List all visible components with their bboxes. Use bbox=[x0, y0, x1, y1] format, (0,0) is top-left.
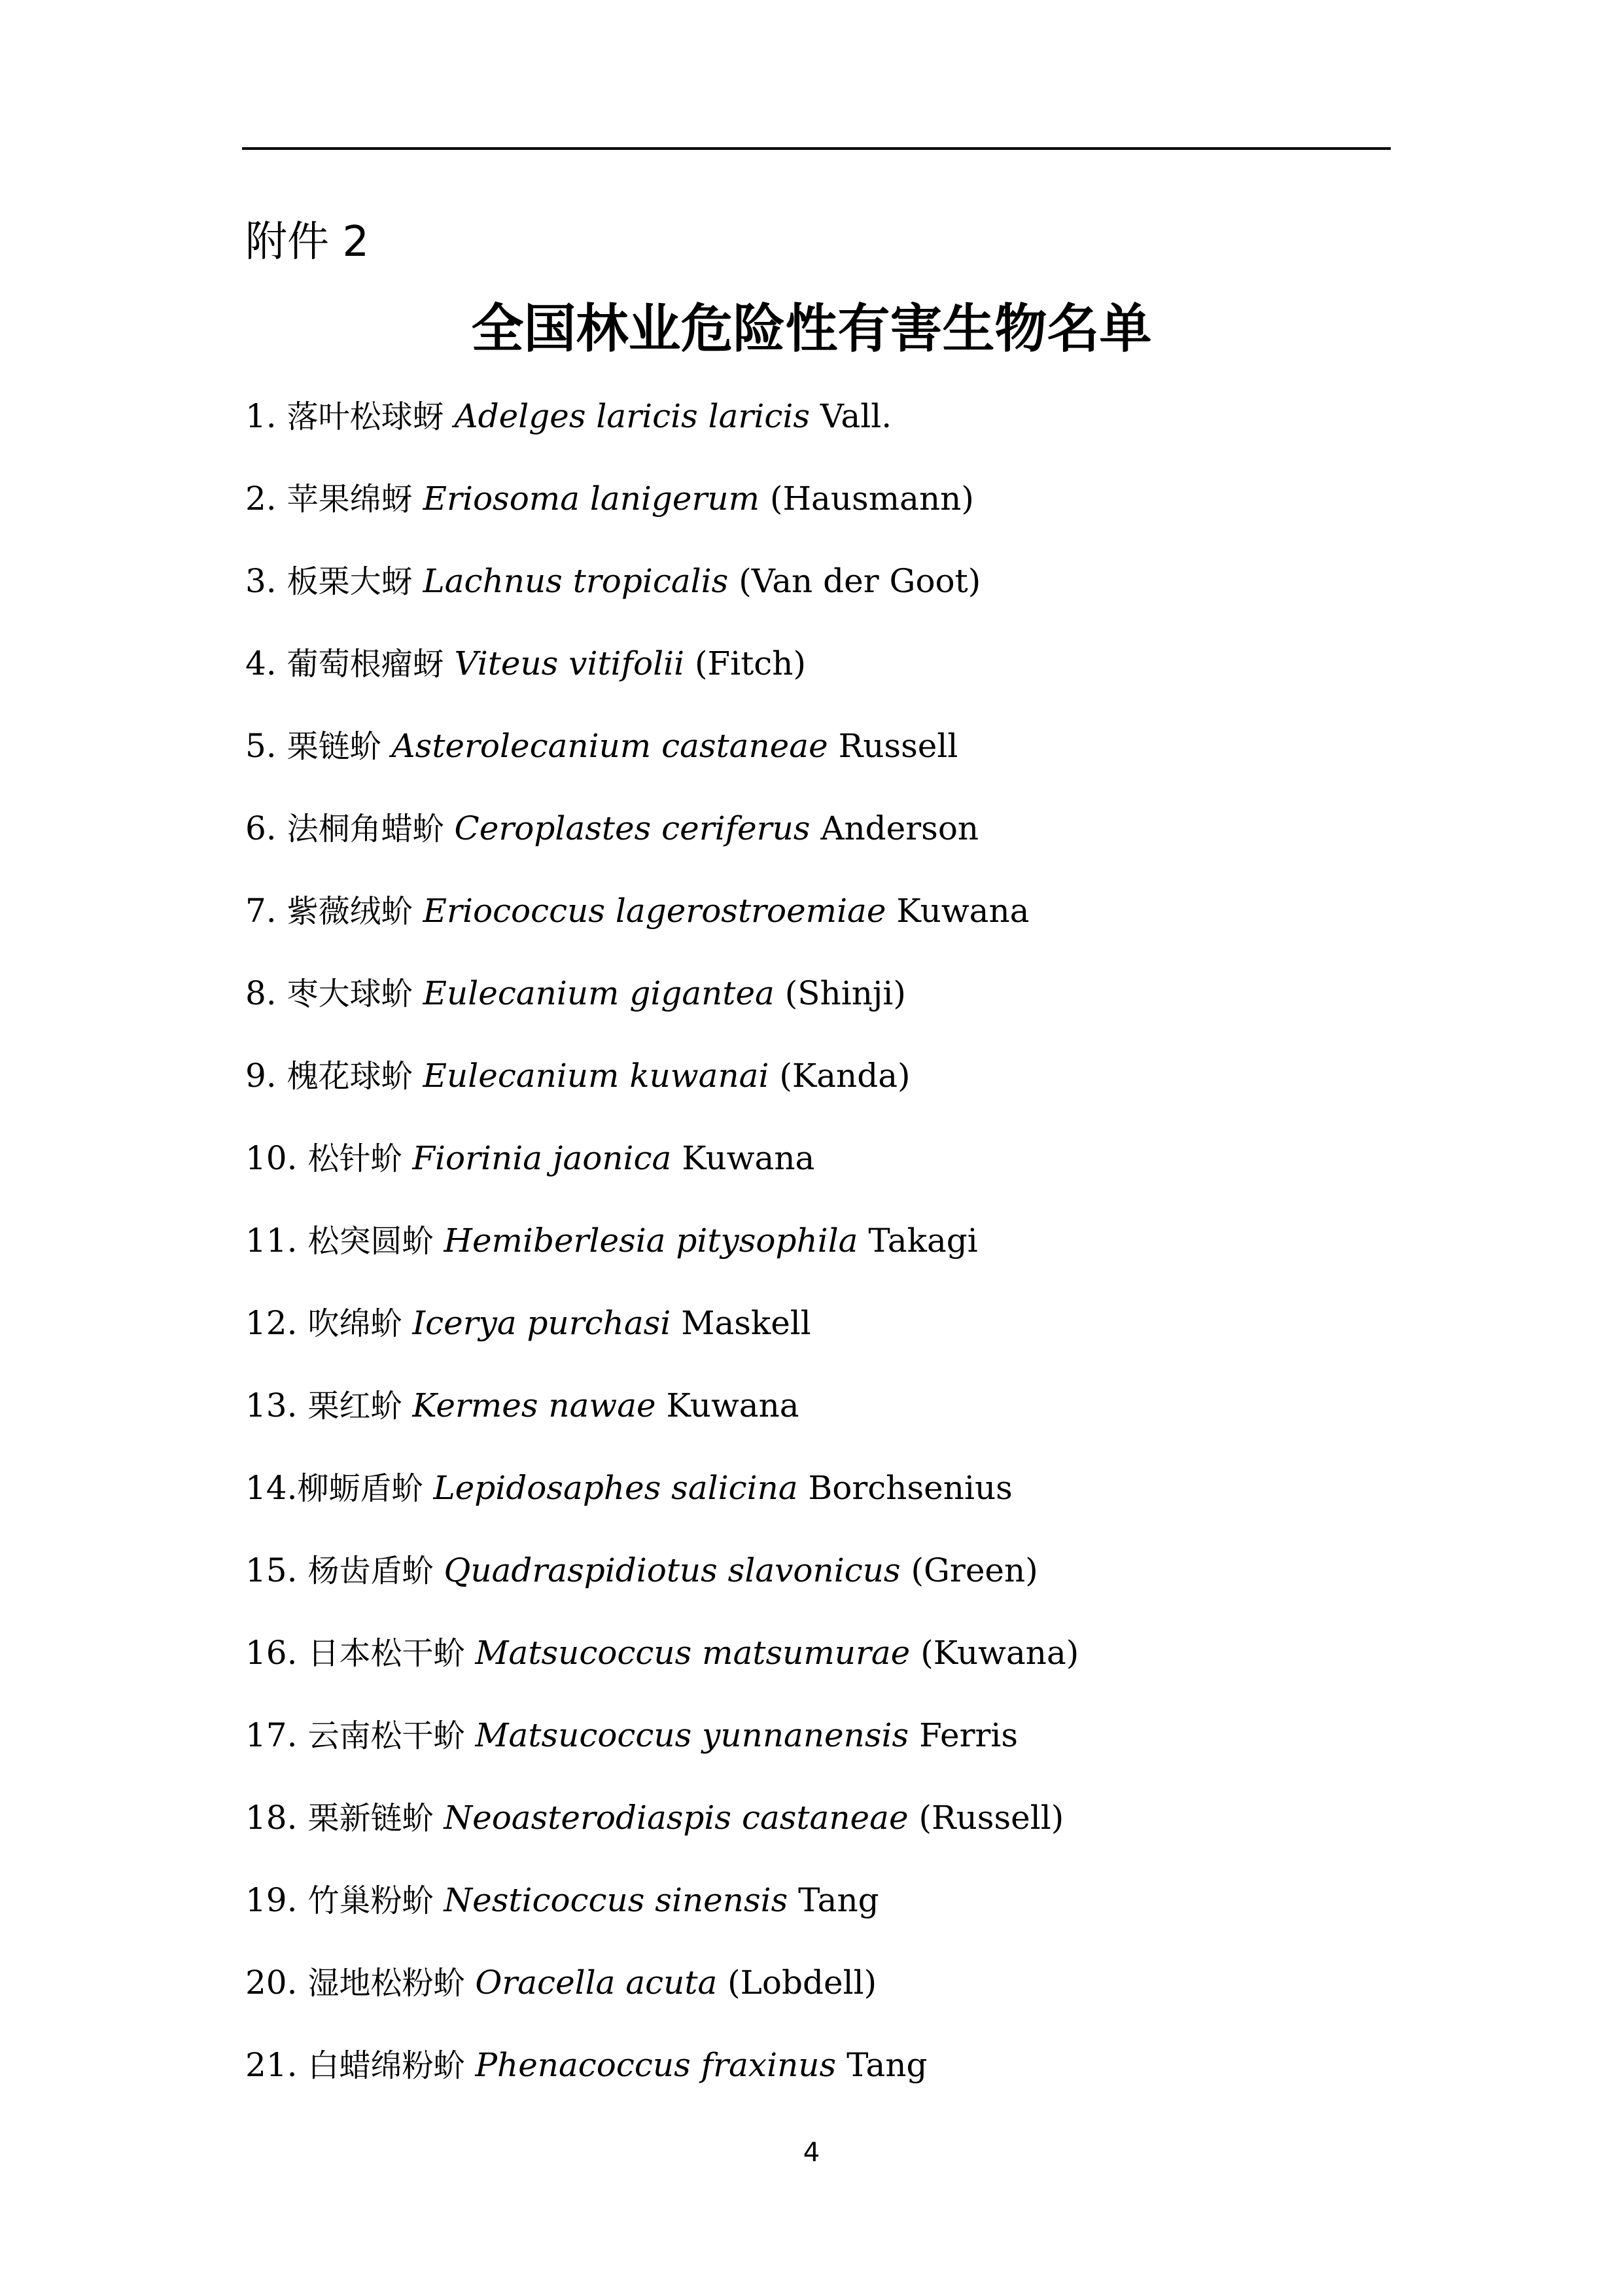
item-number: 4. bbox=[245, 645, 277, 682]
chinese-name: 葡萄根瘤蚜 bbox=[287, 646, 444, 682]
chinese-name: 柳蛎盾蚧 bbox=[297, 1470, 423, 1507]
list-item bbox=[245, 1544, 1423, 1627]
scientific-name: Quadraspidiotus slavonicus bbox=[444, 1551, 901, 1589]
scientific-name: Phenacoccus fraxinus bbox=[475, 2046, 837, 2084]
list-item bbox=[245, 967, 1423, 1050]
list-item bbox=[245, 2039, 1423, 2121]
scientific-name: Lachnus tropicalis bbox=[423, 562, 729, 600]
list-item bbox=[245, 1462, 1423, 1544]
scientific-name: Nesticoccus sinensis bbox=[444, 1881, 788, 1919]
item-number: 2. bbox=[245, 480, 277, 518]
item-number: 8. bbox=[245, 974, 277, 1012]
chinese-name: 紫薇绒蚧 bbox=[287, 893, 413, 930]
chinese-name: 湿地松粉蚧 bbox=[307, 1965, 465, 2002]
chinese-name: 落叶松球蚜 bbox=[287, 398, 444, 435]
chinese-name: 法桐角蜡蚧 bbox=[287, 811, 444, 847]
scientific-name: Adelges laricis laricis bbox=[454, 397, 810, 435]
chinese-name: 云南松干蚧 bbox=[307, 1718, 465, 1754]
author-citation: Tang bbox=[798, 1881, 879, 1919]
item-number: 1. bbox=[245, 397, 277, 435]
attachment-label: 附件 2 bbox=[245, 218, 370, 266]
list-item bbox=[245, 720, 1423, 802]
scientific-name: Oracella acuta bbox=[475, 1964, 718, 2002]
author-citation: (Shinji) bbox=[784, 974, 906, 1012]
scientific-name: Kermes nawae bbox=[412, 1386, 656, 1424]
scientific-name: Matsucoccus yunnanensis bbox=[475, 1716, 909, 1754]
scientific-name: Viteus vitifolii bbox=[454, 645, 685, 682]
list-item bbox=[245, 1297, 1423, 1379]
list-item bbox=[245, 802, 1423, 885]
chinese-name: 白蜡绵粉蚧 bbox=[307, 2047, 465, 2084]
chinese-name: 吹绵蚧 bbox=[307, 1305, 402, 1342]
item-number: 13. bbox=[245, 1386, 298, 1424]
list-item bbox=[245, 1956, 1423, 2039]
chinese-name: 栗新链蚧 bbox=[307, 1800, 434, 1837]
list-item bbox=[245, 472, 1423, 555]
scientific-name: Neoasterodiaspis castaneae bbox=[444, 1799, 909, 1837]
scientific-name: Hemiberlesia pitysophila bbox=[444, 1222, 858, 1260]
scientific-name: Lepidosaphes salicina bbox=[433, 1469, 798, 1507]
list-item bbox=[245, 1050, 1423, 1132]
author-citation: (Kuwana) bbox=[920, 1634, 1079, 1672]
item-number: 20. bbox=[245, 1964, 298, 2002]
scientific-name: Asterolecanium castaneae bbox=[391, 727, 828, 765]
item-number: 17. bbox=[245, 1716, 298, 1754]
item-number: 10. bbox=[245, 1139, 298, 1177]
author-citation: Anderson bbox=[820, 809, 979, 847]
scientific-name: Icerya purchasi bbox=[412, 1304, 671, 1342]
chinese-name: 槐花球蚧 bbox=[287, 1058, 413, 1095]
author-citation: (Russell) bbox=[918, 1799, 1064, 1837]
chinese-name: 板栗大蚜 bbox=[287, 563, 413, 600]
list-item bbox=[245, 1709, 1423, 1792]
chinese-name: 栗红蚧 bbox=[307, 1388, 402, 1424]
author-citation: Vall. bbox=[820, 397, 892, 435]
author-citation: (Hausmann) bbox=[769, 480, 974, 518]
pest-list bbox=[245, 390, 1423, 2121]
item-number: 15. bbox=[245, 1551, 298, 1589]
author-citation: (Green) bbox=[911, 1551, 1038, 1589]
item-number: 9. bbox=[245, 1057, 277, 1095]
list-item bbox=[245, 1874, 1423, 1956]
item-number: 11. bbox=[245, 1222, 298, 1260]
scientific-name: Eriosoma lanigerum bbox=[423, 480, 760, 518]
item-number: 6. bbox=[245, 809, 277, 847]
scientific-name: Matsucoccus matsumurae bbox=[475, 1634, 911, 1672]
author-citation: (Kanda) bbox=[779, 1057, 911, 1095]
header-rule bbox=[242, 147, 1391, 150]
list-item bbox=[245, 1214, 1423, 1297]
list-item bbox=[245, 1627, 1423, 1709]
author-citation: Kuwana bbox=[666, 1386, 799, 1424]
item-number: 14. bbox=[245, 1469, 298, 1507]
scientific-name: Eulecanium kuwanai bbox=[423, 1057, 769, 1095]
chinese-name: 苹果绵蚜 bbox=[287, 481, 413, 518]
scientific-name: Fiorinia jaonica bbox=[412, 1139, 672, 1177]
list-item bbox=[245, 637, 1423, 720]
list-item bbox=[245, 1379, 1423, 1462]
author-citation: Takagi bbox=[868, 1222, 978, 1260]
chinese-name: 竹巢粉蚧 bbox=[307, 1882, 434, 1919]
scientific-name: Ceroplastes ceriferus bbox=[454, 809, 811, 847]
chinese-name: 日本松干蚧 bbox=[307, 1635, 465, 1672]
author-citation: Borchsenius bbox=[808, 1469, 1013, 1507]
chinese-name: 松针蚧 bbox=[307, 1140, 402, 1177]
page-number: 4 bbox=[803, 2138, 820, 2168]
author-citation: (Lobdell) bbox=[727, 1964, 877, 2002]
author-citation: Kuwana bbox=[682, 1139, 815, 1177]
item-number: 21. bbox=[245, 2046, 298, 2084]
author-citation: Tang bbox=[846, 2046, 928, 2084]
chinese-name: 枣大球蚧 bbox=[287, 976, 413, 1012]
author-citation: Kuwana bbox=[896, 892, 1030, 930]
author-citation: Russell bbox=[838, 727, 958, 765]
page-title: 全国林业危险性有害生物名单 bbox=[471, 298, 1152, 359]
author-citation: Ferris bbox=[919, 1716, 1019, 1754]
item-number: 18. bbox=[245, 1799, 298, 1837]
list-item bbox=[245, 885, 1423, 967]
list-item bbox=[245, 1132, 1423, 1214]
item-number: 19. bbox=[245, 1881, 298, 1919]
author-citation: Maskell bbox=[681, 1304, 811, 1342]
item-number: 5. bbox=[245, 727, 277, 765]
chinese-name: 杨齿盾蚧 bbox=[307, 1553, 434, 1589]
item-number: 12. bbox=[245, 1304, 298, 1342]
chinese-name: 松突圆蚧 bbox=[307, 1223, 434, 1260]
author-citation: (Fitch) bbox=[695, 645, 807, 682]
list-item bbox=[245, 555, 1423, 637]
scientific-name: Eulecanium gigantea bbox=[423, 974, 775, 1012]
author-citation: (Van der Goot) bbox=[739, 562, 981, 600]
item-number: 3. bbox=[245, 562, 277, 600]
item-number: 16. bbox=[245, 1634, 298, 1672]
scientific-name: Eriococcus lagerostroemiae bbox=[423, 892, 886, 930]
list-item bbox=[245, 390, 1423, 472]
list-item bbox=[245, 1792, 1423, 1874]
item-number: 7. bbox=[245, 892, 277, 930]
chinese-name: 栗链蚧 bbox=[287, 728, 381, 765]
